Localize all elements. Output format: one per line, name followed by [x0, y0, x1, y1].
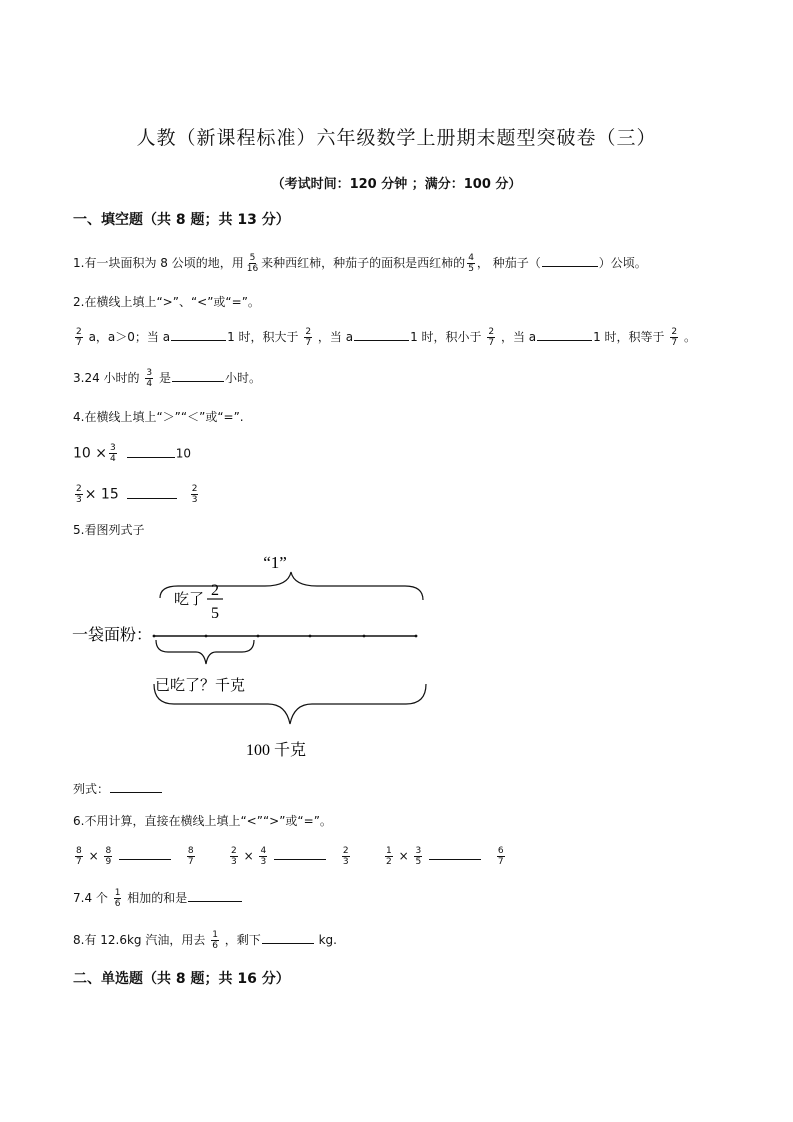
- whole-label: “1”: [263, 553, 287, 572]
- flour-bag-label: 一袋面粉：: [72, 625, 153, 644]
- question-3: 3.24 小时的 $\frac{3}{4}$ 是 小时。: [73, 368, 261, 389]
- fraction-5-16: $\frac{5}{16}$: [246, 253, 259, 274]
- question-1: [73, 253, 647, 274]
- question-6-item-a: $\frac{8}{7}$ × $\frac{8}{9}$ $\frac{8}{7}$: [76, 846, 194, 867]
- question-6-item-c: $\frac{1}{2}$ × $\frac{3}{5}$ $\frac{6}{7}$: [386, 846, 504, 867]
- question-5-intro: 5.看图列式子: [73, 523, 145, 537]
- q1-text-d: ）公顷。: [598, 256, 647, 270]
- total-label: 100 千克: [245, 742, 307, 759]
- flour-bag-diagram: [60, 548, 460, 766]
- q1-text-b: 来种西红柿，种茄子的面积是西红柿的: [261, 256, 466, 270]
- question-4-row-1: 10 × $\frac{3}{4}$ 10: [73, 443, 192, 464]
- q7-answer-blank[interactable]: [188, 889, 242, 902]
- q2-blank-1[interactable]: [171, 328, 226, 341]
- question-2-intro: 2.在横线上填上“>”、“<”或“=”。: [73, 295, 260, 309]
- eaten-fraction-denominator: 5: [211, 605, 219, 622]
- q2-blank-2[interactable]: [354, 328, 409, 341]
- question-4-row-2: $\frac{2}{3}$ × 15 $\frac{2}{3}$: [76, 484, 198, 505]
- question-8: 8.有 12.6kg 汽油，用去 $\frac{1}{6}$ ，剩下 kg.: [73, 930, 337, 951]
- q2-blank-3[interactable]: [537, 328, 592, 341]
- question-6-item-b: $\frac{2}{3}$ × $\frac{4}{3}$ $\frac{2}{3}$: [231, 846, 349, 867]
- question-4-intro: 4.在横线上填上“＞”“＜”或“=”.: [73, 410, 244, 424]
- q4-blank-2[interactable]: [127, 486, 177, 499]
- question-5-formula: 列式：: [73, 780, 163, 798]
- fraction-1-6: $\frac{1}{6}$: [212, 930, 218, 951]
- q8-answer-blank[interactable]: [262, 931, 314, 944]
- fraction-2-7: $\frac{2}{7}$: [76, 327, 82, 348]
- fraction-2-3: $\frac{2}{3}$: [191, 484, 198, 505]
- fraction-3-4: $\frac{3}{4}$: [146, 368, 153, 389]
- question-7: 7.4 个 $\frac{1}{6}$ 相加的和是: [73, 888, 243, 909]
- fraction-2-3: $\frac{2}{3}$: [76, 484, 82, 505]
- page-title: 人教（新课程标准）六年级数学上册期末题型突破卷（三）: [136, 127, 657, 149]
- q4-blank-1[interactable]: [127, 445, 175, 458]
- q3-answer-blank[interactable]: [172, 369, 224, 382]
- fraction-2-7: $\frac{2}{7}$: [488, 327, 495, 348]
- q6-blank-a[interactable]: [119, 847, 171, 860]
- q1-answer-blank[interactable]: [542, 254, 598, 267]
- q1-text-c: ， 种茄子（: [476, 256, 541, 270]
- section-heading-single-choice: 二、单选题（共 8 题；共 16 分）: [73, 971, 290, 987]
- q6-blank-b[interactable]: [274, 847, 326, 860]
- question-6-intro: 6.不用计算，直接在横线上填上“<”“>”或“=”。: [73, 814, 332, 828]
- section-heading-fill-blank: 一、填空题（共 8 题；共 13 分）: [73, 212, 290, 228]
- fraction-2-7: $\frac{2}{7}$: [671, 327, 678, 348]
- fraction-3-4: $\frac{3}{4}$: [110, 443, 116, 464]
- q6-blank-c[interactable]: [429, 847, 481, 860]
- fraction-2-7: $\frac{2}{7}$: [305, 327, 312, 348]
- exam-info: （考试时间：120 分钟 ；满分：100 分）: [271, 177, 522, 192]
- fraction-4-5: $\frac{4}{5}$: [468, 253, 474, 274]
- q1-text-a: 1.有一块面积为 8 公顷的地，用: [73, 256, 244, 270]
- question-2-body: $\frac{2}{7}$ a，a＞0；当 a 1 时，积大于 $\frac{2}{7}$ ，当 a 1 时，积小于 $\frac{2}{7}$ ，当 a 1 时，积等于 $\frac{2}{7}$ 。: [76, 327, 696, 348]
- eaten-brace: [156, 640, 254, 664]
- fraction-1-6: $\frac{1}{6}$: [114, 888, 121, 909]
- eaten-question-label: 已吃了？千克: [155, 676, 246, 694]
- eaten-fraction-numerator: 2: [211, 582, 219, 599]
- eaten-label: 吃了: [174, 590, 205, 608]
- q5-answer-blank[interactable]: [110, 780, 162, 793]
